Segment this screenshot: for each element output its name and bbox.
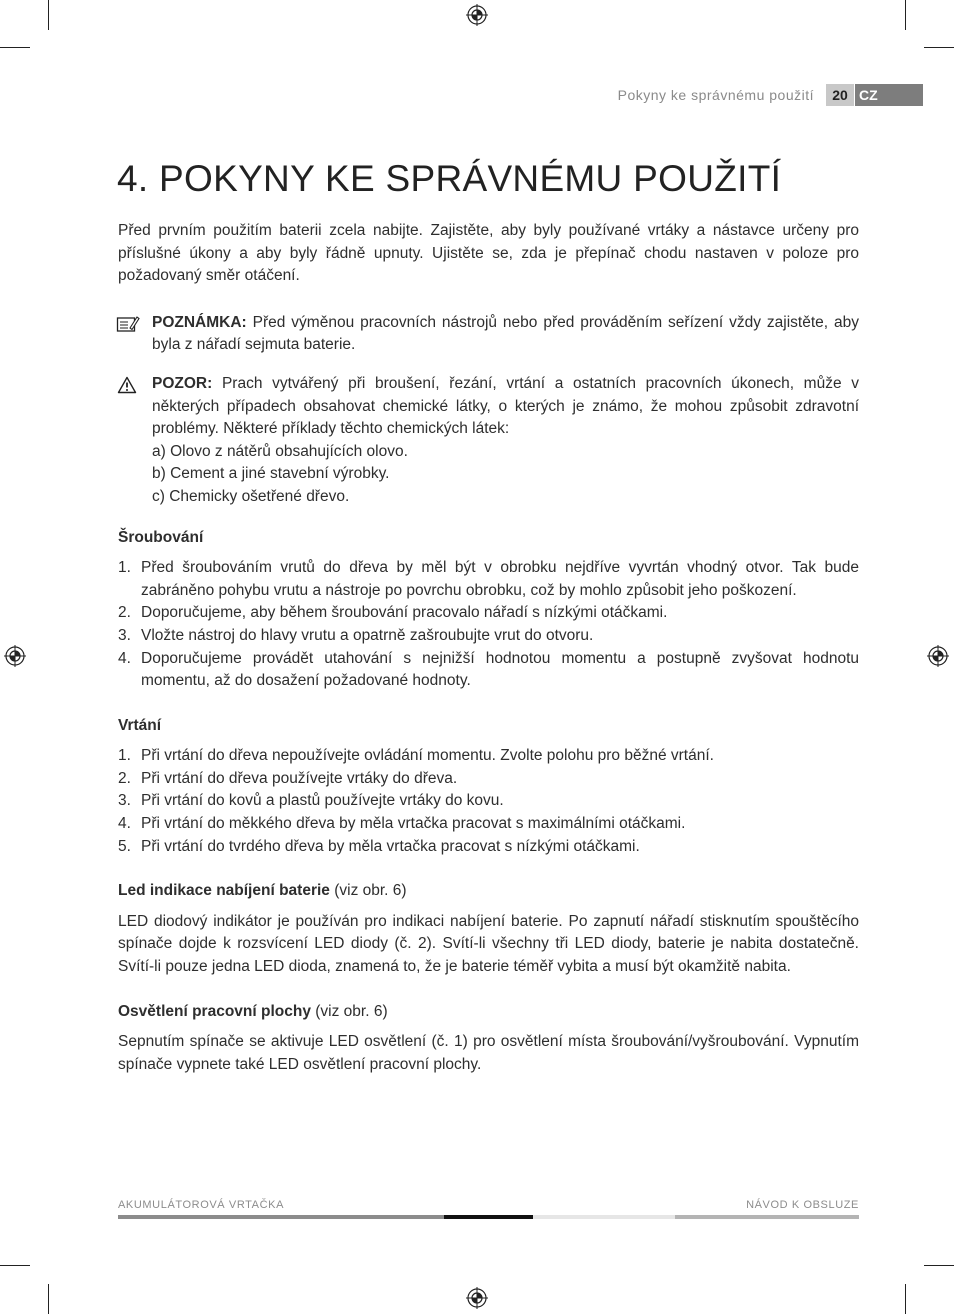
running-header-label: Pokyny ke správnému použití bbox=[617, 87, 814, 103]
footer-bar-mid bbox=[675, 1215, 859, 1219]
section-heading-light bbox=[118, 1001, 859, 1024]
caution-body: Prach vytvářený při broušení, řezání, vrtání a ostatních pracovních úkonech, může v některých případech obsahovat chemické látky, o kterých je známo, že mohou způsobit zdravotní problémy. Některé příklady těchto chemických látek: bbox=[152, 374, 859, 438]
footer-doc-type: NÁVOD K OBSLUZE bbox=[746, 1199, 859, 1211]
caution-list-item: c) Chemicky ošetřené dřevo. bbox=[152, 487, 350, 505]
drilling-list bbox=[118, 745, 859, 858]
registration-mark-icon bbox=[4, 645, 26, 667]
list-number: 1. bbox=[118, 747, 131, 765]
note-block bbox=[118, 312, 859, 357]
led-paragraph: LED diodový indikátor je používán pro indikaci nabíjení baterie. Po zapnutí nářadí stisknutím spouštěcího spínače dojde k rozsvícení LED diody (č. 2). Svítí-li všechny tři LED diody, baterie je nabita dostatečně. Svítí-li pouze jedna LED dioda, znamená to, že je baterie téměř vybita a musí být okamžitě nabita. bbox=[118, 912, 859, 976]
list-number: 4. bbox=[118, 815, 131, 833]
list-text: Vložte nástroj do hlavy vrutu a opatrně zašroubujte vrut do otvoru. bbox=[141, 626, 594, 644]
page-number-badge: 20 bbox=[826, 84, 854, 106]
footer-bar-black bbox=[444, 1215, 533, 1219]
main-content bbox=[118, 220, 859, 1076]
crop-mark bbox=[924, 1265, 954, 1266]
footer-product-name: AKUMULÁTOROVÁ VRTAČKA bbox=[118, 1199, 285, 1211]
list-item bbox=[118, 745, 859, 768]
list-item bbox=[118, 602, 859, 625]
list-text: Při vrtání do tvrdého dřeva by měla vrtačka pracovat s nízkými otáčkami. bbox=[141, 837, 640, 855]
list-number: 2. bbox=[118, 769, 131, 787]
note-body: Před výměnou pracovních nástrojů nebo před prováděním seřízení vždy zajistěte, aby byla z nářadí sejmuta baterie. bbox=[152, 313, 859, 354]
section-heading-screwing: Šroubování bbox=[118, 528, 204, 546]
list-item bbox=[118, 836, 859, 859]
note-icon bbox=[116, 314, 140, 342]
list-text: Před šroubováním vrutů do dřeva by měl být v obrobku nejdříve vyvrtán vhodný otvor. Tak bude zabráněno pohybu vrutu a nástroje po povrchu obrobku, což by mohlo způsobit jeho poškození. bbox=[141, 559, 859, 599]
language-badge: CZ bbox=[855, 84, 923, 106]
screwing-list bbox=[118, 557, 859, 693]
list-text: Při vrtání do dřeva nepoužívejte ovládání momentu. Zvolte polohu pro běžné vrtání. bbox=[141, 747, 714, 765]
list-item bbox=[118, 790, 859, 813]
list-text: Při vrtání do dřeva používejte vrtáky do dřeva. bbox=[141, 769, 458, 787]
registration-mark-icon bbox=[466, 1287, 488, 1309]
figure-reference: (viz obr. 6) bbox=[329, 882, 407, 900]
section-heading-drilling: Vrtání bbox=[118, 716, 162, 734]
crop-mark bbox=[48, 0, 49, 30]
caution-block bbox=[118, 373, 859, 509]
list-number: 2. bbox=[118, 604, 131, 622]
list-text: Doporučujeme, aby během šroubování pracovalo nářadí s nízkými otáčkami. bbox=[141, 604, 668, 622]
page-title: 4. POKYNY KE SPRÁVNÉMU POUŽITÍ bbox=[117, 158, 782, 199]
crop-mark bbox=[905, 1284, 906, 1314]
list-number: 1. bbox=[118, 559, 131, 577]
caution-list-item: b) Cement a jiné stavební výrobky. bbox=[152, 465, 390, 483]
footer-bar-gray bbox=[118, 1215, 444, 1219]
list-text: Při vrtání do kovů a plastů používejte vrtáky do kovu. bbox=[141, 792, 504, 810]
caution-list-item: a) Olovo z nátěrů obsahujících olovo. bbox=[152, 442, 408, 460]
registration-mark-icon bbox=[466, 4, 488, 26]
list-item bbox=[118, 768, 859, 791]
caution-label: POZOR: bbox=[152, 374, 213, 392]
warning-icon bbox=[117, 376, 137, 402]
list-item bbox=[118, 648, 859, 693]
note-label: POZNÁMKA: bbox=[152, 313, 247, 331]
list-number: 3. bbox=[118, 626, 131, 644]
note-text bbox=[152, 312, 859, 357]
registration-mark-icon bbox=[927, 645, 949, 667]
list-text: Doporučujeme provádět utahování s nejnižší hodnotou momentu a postupně zvyšovat hodnotu momentu, až do dosažení požadované hodnoty. bbox=[141, 649, 859, 690]
list-item bbox=[118, 557, 859, 602]
intro-paragraph: Před prvním použitím baterii zcela nabijte. Zajistěte, aby byly používané vrtáky a nástavce určeny pro příslušné úkony a aby byly řádně upnuty. Ujistěte se, zda je přepínač chodu nastaven v poloze pro požadovaný směr otáčení. bbox=[118, 222, 859, 285]
led-heading-text: Led indikace nabíjení baterie bbox=[118, 882, 330, 900]
crop-mark bbox=[924, 47, 954, 48]
list-number: 4. bbox=[118, 649, 131, 667]
list-number: 5. bbox=[118, 837, 131, 855]
section-heading-led bbox=[118, 880, 859, 903]
crop-mark bbox=[48, 1284, 49, 1314]
crop-mark bbox=[905, 0, 906, 30]
list-item bbox=[118, 625, 859, 648]
list-number: 3. bbox=[118, 792, 131, 810]
light-heading-text: Osvětlení pracovní plochy bbox=[118, 1002, 311, 1020]
crop-mark bbox=[0, 1265, 30, 1266]
list-item bbox=[118, 813, 859, 836]
crop-mark bbox=[0, 47, 30, 48]
light-paragraph: Sepnutím spínače se aktivuje LED osvětlení (č. 1) pro osvětlení místa šroubování/vyšroubování. Vypnutím spínače vypnete také LED osvětlení pracovní plochy. bbox=[118, 1033, 859, 1073]
figure-reference: (viz obr. 6) bbox=[310, 1002, 388, 1020]
footer-bar-light bbox=[533, 1215, 675, 1219]
caution-text bbox=[152, 373, 859, 441]
list-text: Při vrtání do měkkého dřeva by měla vrtačka pracovat s maximálními otáčkami. bbox=[141, 815, 686, 833]
